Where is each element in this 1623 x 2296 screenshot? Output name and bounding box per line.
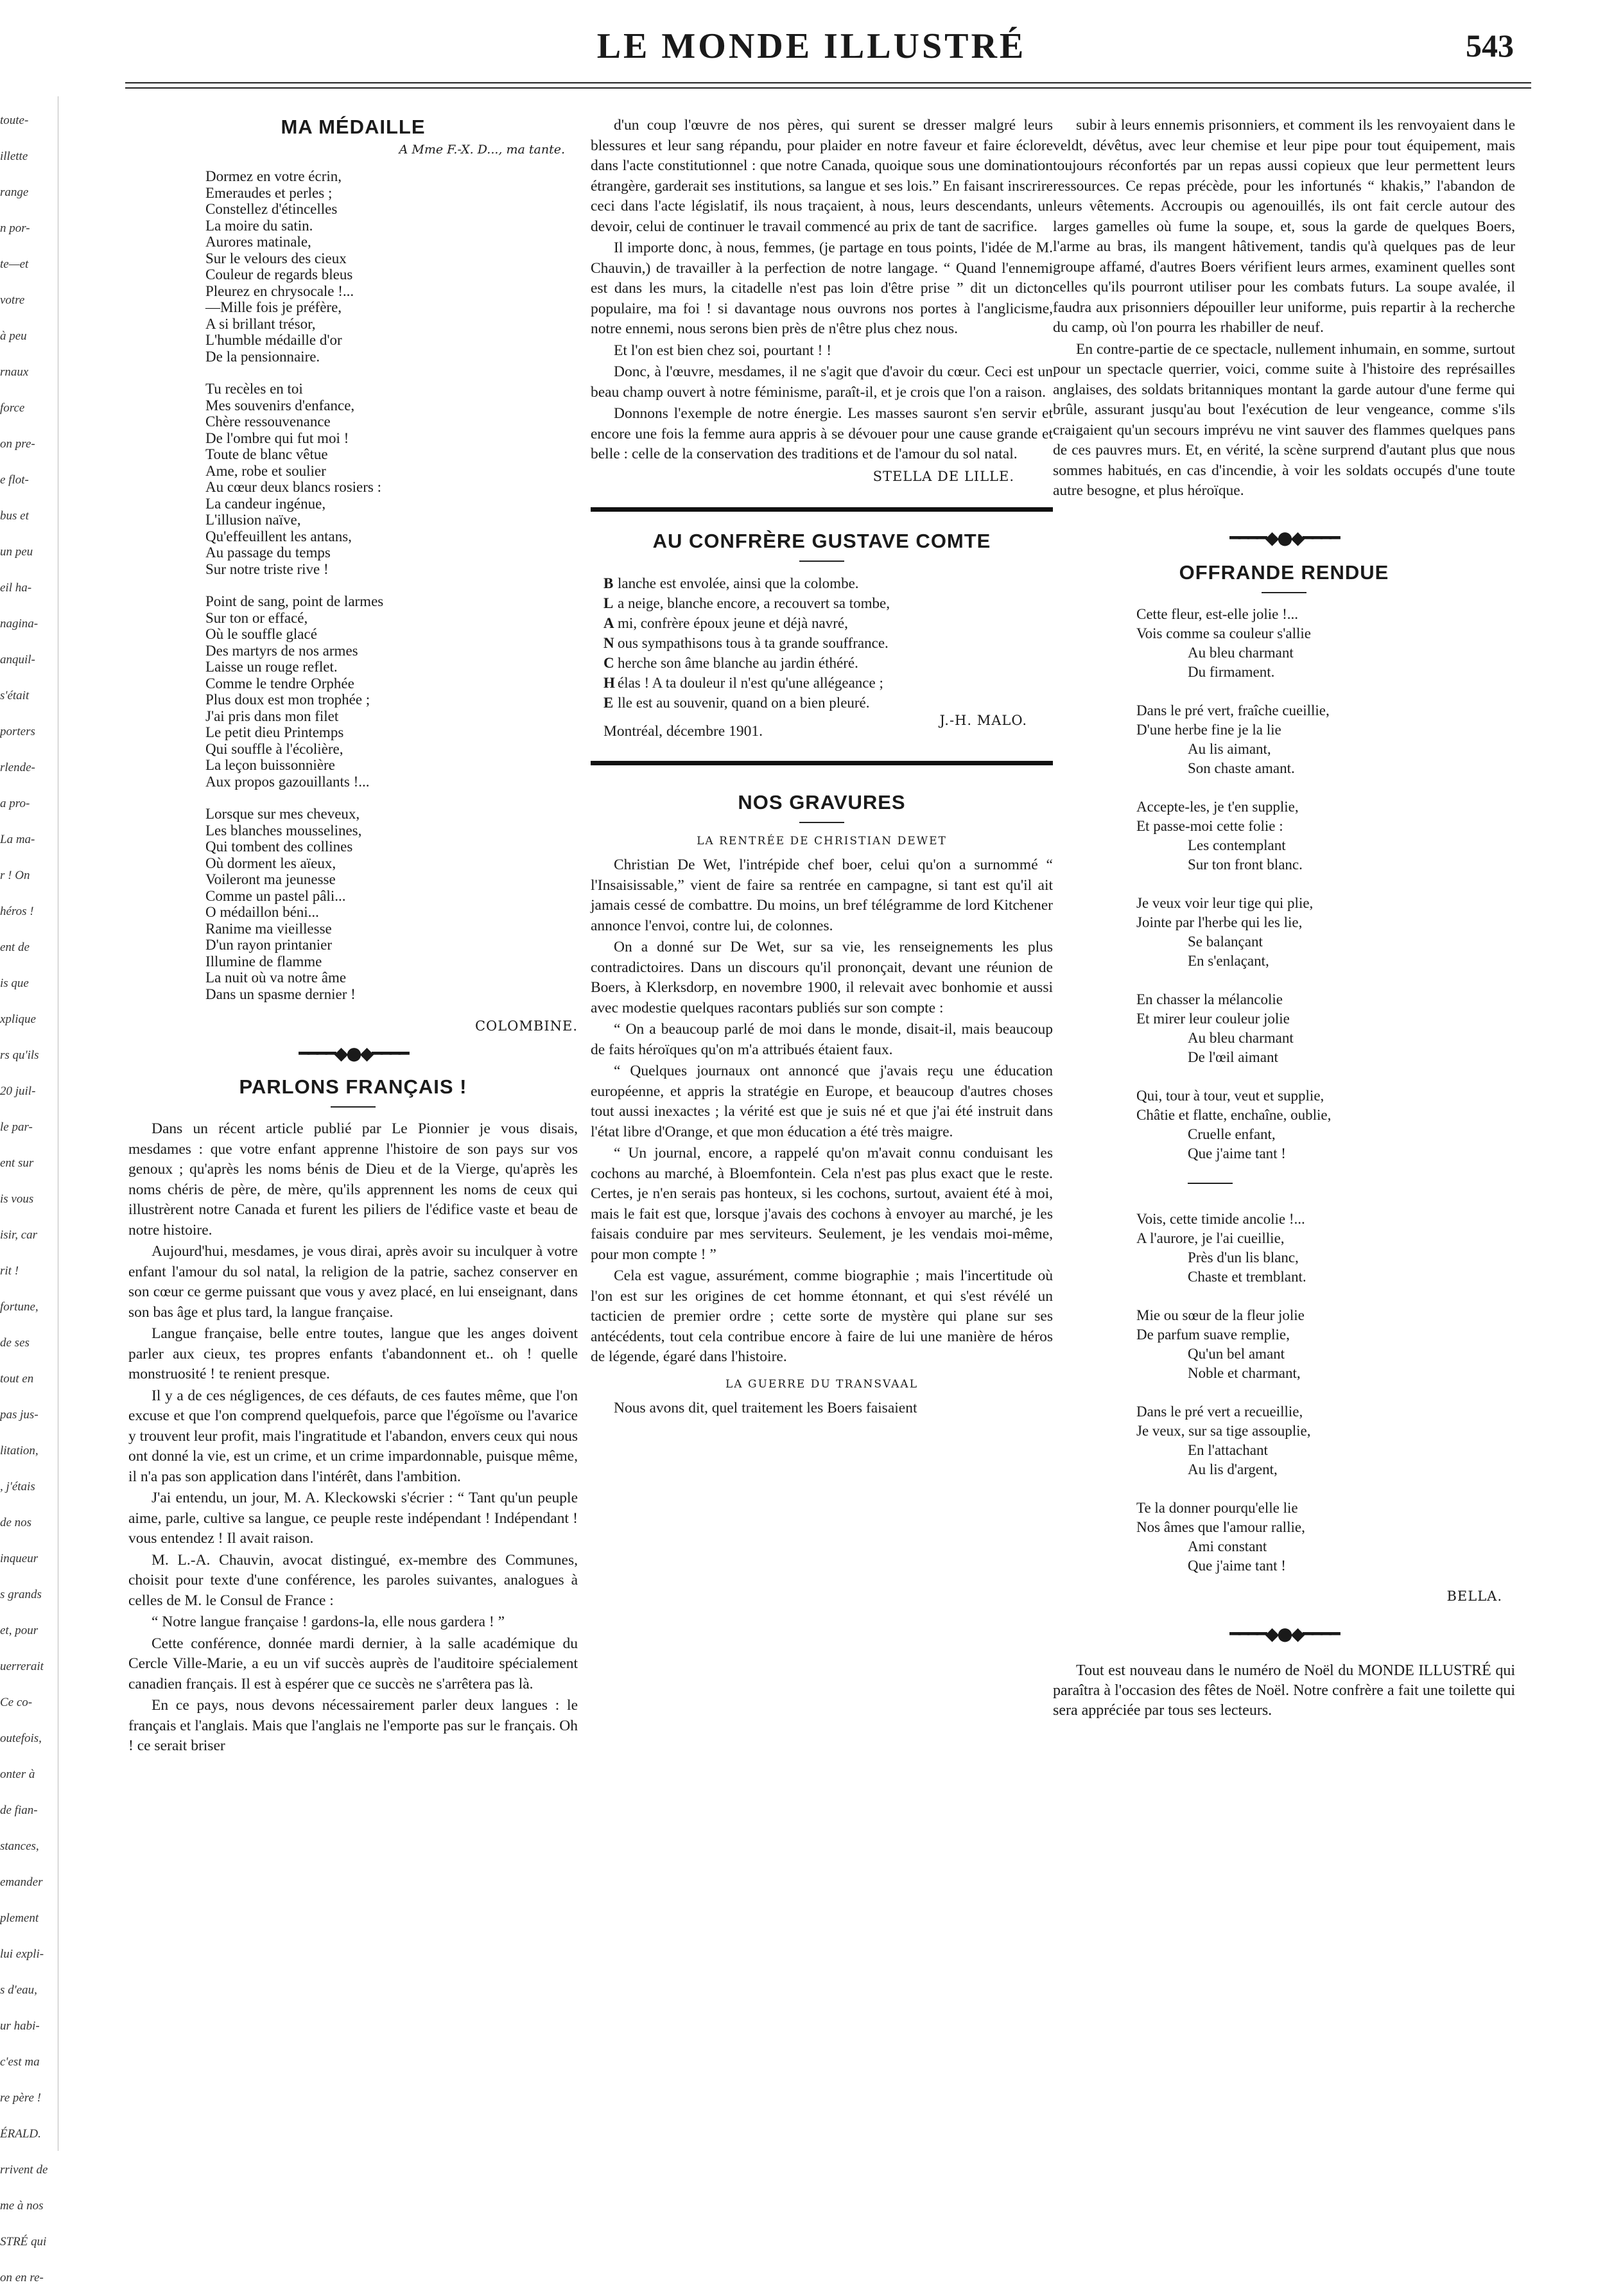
- poem-stanza: [1136, 797, 1515, 874]
- margin-fragment: te—et: [0, 257, 29, 271]
- margin-fragment: stances,: [0, 1839, 39, 1853]
- margin-fragment: pas jus-: [0, 1408, 39, 1422]
- margin-fragment: e flot-: [0, 473, 29, 487]
- poem-line: Dans un spasme dernier !: [205, 986, 356, 1002]
- acrostic-text: élas ! A ta douleur il n'est qu'une allégeance ;: [618, 674, 883, 691]
- poem-line: Qui tombent des collines: [205, 839, 353, 855]
- acrostic-initial: A: [603, 614, 614, 631]
- margin-fragment: et, pour: [0, 1624, 39, 1637]
- paragraph: M. L.-A. Chauvin, avocat distingué, ex-membre des Communes, choisit pour texte d'une conférence, les paroles suivantes, analogues à celles de M. le Consul de France :: [128, 1551, 578, 1609]
- page-number: 543: [1466, 28, 1514, 64]
- margin-fragment: rit !: [0, 1264, 19, 1278]
- ornament-divider: ━━━━◆●◆━━━━: [1229, 526, 1339, 548]
- poem-line: Je veux voir leur tige qui plie,: [1136, 894, 1314, 911]
- poem-line: Dans le pré vert, fraîche cueillie,: [1136, 702, 1330, 718]
- margin-fragment: STRÉ qui: [0, 2235, 47, 2248]
- ma-medaille-title: MA MÉDAILLE: [281, 116, 426, 138]
- paragraph: Dans un récent article publié par Le Pionnier je vous disais, mesdames : que votre enfant apprenne l'histoire de son pays sur vos genoux ; qu'après les noms bénis de Dieu et de la Vierge, qu'après les noms chéris de père, de mère, qu'ils apprennent les noms de ceux qui illustrèrent notre Canada et furent les piliers de l'édifice vaste et beau de notre histoire.: [128, 1120, 578, 1239]
- acrostic-text: ous sympathisons tous à ta grande souffrance.: [618, 634, 889, 651]
- paragraph: On a donné sur De Wet, sur sa vie, les renseignements les plus contradictoires. Dans un discours qu'il prononçait, devant une réunion de Boers, à Klerksdorp, en novembre 1900, il relevait avec bonhomie et aussi avec modestie quelques racontars publiés sur son compte :: [591, 939, 1053, 1016]
- acrostic-initial: L: [603, 595, 614, 611]
- margin-fragment: Ce co-: [0, 1696, 33, 1709]
- paragraph: Cela est vague, assurément, comme biographie ; mais l'incertitude où l'on est sur les origines de cet homme étonnant, et qui s'est révélé un tacticien de premier ordre ; cette sorte de mystère qui plane sur ses antécédents, tout cela contribue encore à faire de lui une manière de héros de légende, égaré dans l'histoire.: [591, 1267, 1053, 1365]
- paragraph: “ Notre langue française ! gardons-la, elle nous gardera ! ”: [152, 1613, 505, 1630]
- poem-line: Aux propos gazouillants !...: [205, 773, 370, 790]
- comte-title: AU CONFRÈRE GUSTAVE COMTE: [652, 529, 991, 552]
- margin-fragment: outefois,: [0, 1732, 42, 1745]
- acrostic-initial: C: [603, 654, 614, 671]
- acrostic-line: [603, 653, 1053, 673]
- title-rule: [799, 561, 844, 562]
- poem-line: Sur le velours des cieux: [205, 250, 347, 266]
- poem-line: La leçon buissonnière: [205, 757, 335, 773]
- margin-fragment: s grands: [0, 1588, 42, 1601]
- poem-line: Comme un pastel pâli...: [205, 887, 346, 904]
- poem-line: Et mirer leur couleur jolie: [1136, 1010, 1290, 1027]
- poem-line: La candeur ingénue,: [205, 495, 326, 512]
- poem-line: Ame, robe et soulier: [205, 462, 326, 479]
- margin-fragment: , j'étais: [0, 1480, 35, 1493]
- offrande-title: OFFRANDE RENDUE: [1179, 561, 1389, 584]
- poem-stanza: [205, 806, 578, 1002]
- comte-acrostic-poem: [603, 573, 1053, 713]
- poem-line: Des martyrs de nos armes: [205, 642, 358, 659]
- margin-fragment: ur habi-: [0, 2019, 40, 2033]
- poem-line: Emeraudes et perles ;: [205, 184, 333, 201]
- section-rule: [591, 507, 1053, 512]
- transvaal-article-continued: [1053, 116, 1515, 501]
- acrostic-line: [603, 693, 1053, 713]
- parlons-signature: STELLA DE LILLE.: [872, 468, 1014, 484]
- paragraph: Donc, à l'œuvre, mesdames, il ne s'agit que d'avoir du cœur. Ceci est un beau champ ouvert à notre féminisme, paraît-il, et je crois que l'on a raison.: [591, 363, 1053, 401]
- margin-fragment: inqueur: [0, 1552, 39, 1565]
- poem-line: Plus doux est mon trophée ;: [205, 691, 370, 708]
- poem-line: D'un rayon printanier: [205, 937, 333, 953]
- paragraph: “ On a beaucoup parlé de moi dans le monde, disait-il, mais beaucoup de faits héroïques qu'on m'a attribués étaient faux.: [591, 1021, 1053, 1058]
- poem-line: Illumine de flamme: [205, 953, 322, 970]
- margin-fragment: illette: [0, 150, 28, 163]
- comte-dateline: Montréal, décembre 1901.: [603, 722, 763, 740]
- paragraph: Christian De Wet, l'intrépide chef boer, celui qu'on a surnommé “ l'Insaisissable,” vient de faire sa rentrée en campagne, si tant est qu'il ait jamais cessé de combattre. Du moins, un bref télégramme de lord Kitchener annonce l'envoi, contre lui, de colonnes.: [591, 857, 1053, 934]
- poem-line: La nuit où va notre âme: [205, 970, 347, 986]
- margin-fragment: La ma-: [0, 833, 35, 846]
- column-1: [128, 116, 578, 1758]
- ma-medaille-dedication: A Mme F.-X. D..., ma tante.: [399, 143, 565, 157]
- poem-stanza: [1136, 990, 1515, 1067]
- poem-line: L'humble médaille d'or: [205, 332, 342, 348]
- poem-line: Du firmament.: [1188, 663, 1275, 680]
- margin-fragment: c'est ma: [0, 2055, 40, 2069]
- poem-line: Où dorment les aïeux,: [205, 855, 336, 871]
- paragraph: Il importe donc, à nous, femmes, (je partage en tous points, l'idée de M. Chauvin,) de travailler à la perfection de notre langage. “ Quand l'ennemi est dans les murs, la citadelle n'est pas loin d'être prise ” dit un dicton populaire, ma foi ! si davantage nous ouvrons nos portes à l'anglicisme, notre ennemi, nous serons bien près de n'être plus chez nous.: [591, 239, 1053, 337]
- acrostic-line: [603, 613, 1053, 633]
- acrostic-text: lle est au souvenir, quand on a bien pleuré.: [618, 694, 870, 711]
- poem-stanza: [1136, 701, 1515, 778]
- margin-fragment: bus et: [0, 509, 29, 523]
- margin-fragment: re père !: [0, 2091, 42, 2105]
- poem-line: Lorsque sur mes cheveux,: [205, 806, 360, 822]
- poem-line: De la pensionnaire.: [205, 348, 320, 365]
- margin-fragment: xplique: [0, 1013, 36, 1026]
- margin-fragments: [0, 103, 51, 2296]
- margin-fragment: eil ha-: [0, 581, 32, 595]
- poem-line: Couleur de regards bleus: [205, 266, 353, 283]
- poem-line: Qui, tour à tour, veut et supplie,: [1136, 1087, 1324, 1104]
- ma-medaille-poem: [205, 168, 578, 1002]
- ma-medaille-signature: COLOMBINE.: [474, 1018, 578, 1034]
- parlons-article: [128, 1119, 578, 1757]
- margin-fragment: rs qu'ils: [0, 1048, 39, 1062]
- stanza-separator: [1188, 1183, 1233, 1184]
- poem-line: Comme le tendre Orphée: [205, 675, 354, 691]
- margin-fragment: s d'eau,: [0, 1983, 37, 1997]
- poem-line: Tu recèles en toi: [205, 381, 303, 397]
- margin-fragment: anquil-: [0, 653, 35, 666]
- title-rule: [1262, 592, 1306, 593]
- comte-signature: J.-H. MALO.: [939, 712, 1027, 728]
- poem-line: Jointe par l'herbe qui les lie,: [1136, 914, 1303, 930]
- margin-fragment: de ses: [0, 1336, 30, 1350]
- poem-line: En s'enlaçant,: [1188, 952, 1269, 969]
- poem-stanza: [1136, 1499, 1515, 1576]
- acrostic-line: [603, 573, 1053, 593]
- margin-fragment: on en re-: [0, 2271, 44, 2284]
- margin-fragment: litation,: [0, 1444, 39, 1457]
- poem-line: Au lis d'argent,: [1188, 1461, 1278, 1477]
- paragraph: subir à leurs ennemis prisonniers, et comment ils les renvoyaient dans le veldt, dévêtus, avec leur chemise et leur pipe pour tout équipement, mais toujours réconfortés par un repas aussi copieux que leur permettent leurs ressources. Ce repas précède, pour les infortunés “ khakis,” l'abandon de leurs vêtements. Accroupis ou agenouillés, ils ont fait cercle autour des larges gamelles où fume la soupe, et, sous la garde de quelques Boers, l'arme au bras, ils mangent hâtivement, tandis qu'à quelques pas de leur groupe affamé, d'autres Boers vérifient leurs armes, examinent quelles sont celles qu'ils pourront utiliser pour les combats futurs. La soupe avalée, il faudra aux prisonniers dépouiller leur uniforme, puis repartir à la recherche du camp, où l'on pourra les rhabiller de neuf.: [1053, 117, 1515, 336]
- poem-line: D'une herbe fine je la lie: [1136, 721, 1281, 738]
- poem-stanza: [1136, 1210, 1515, 1287]
- poem-stanza: [1136, 894, 1515, 971]
- poem-line: Se balançant: [1188, 933, 1263, 950]
- poem-line: Cruelle enfant,: [1188, 1126, 1276, 1142]
- poem-line: Où le souffle glacé: [205, 626, 317, 642]
- poem-line: A si brillant trésor,: [205, 315, 316, 332]
- poem-line: Mes souvenirs d'enfance,: [205, 397, 355, 413]
- margin-fragment: tout en: [0, 1372, 34, 1386]
- margin-fragment: toute-: [0, 114, 29, 127]
- acrostic-initial: H: [603, 674, 615, 691]
- margin-fragment: votre: [0, 293, 25, 307]
- margin-fragment: le par-: [0, 1120, 33, 1134]
- margin-fragment: is vous: [0, 1192, 34, 1206]
- poem-line: De parfum suave remplie,: [1136, 1326, 1290, 1343]
- margin-fragment: de nos: [0, 1516, 32, 1529]
- paragraph: Cette conférence, donnée mardi dernier, à la salle académique du Cercle Ville-Marie, a eu un vif succès auprès de l'auditoire spécialement canadien français. Il est à espérer que ce succès ne s'arrêtera pas là.: [128, 1635, 578, 1692]
- poem-line: Que j'aime tant !: [1188, 1557, 1286, 1574]
- paragraph: En contre-partie de ce spectacle, nullement inhumain, en somme, surtout pour un spectacle querrier, voici, comme suite à l'histoire des représailles anglaises, des soldats britanniques montant la garde autour d'une ferme qui brûle, assurant jusqu'au bout l'exécution de leur vengeance, comme s'ils craigaient qu'un secours imprévu ne vint sauver des flammes quelques pans de ces pauvres murs. Et, en vérité, la scène surprend d'autant plus que nous sommes habitués, en cas d'incendie, à voir les soldats occupés d'une toute autre besogne, et plus héroïque.: [1053, 340, 1515, 499]
- poem-line: Qu'un bel amant: [1188, 1345, 1285, 1362]
- poem-line: Près d'un lis blanc,: [1188, 1249, 1299, 1265]
- poem-line: Dormez en votre écrin,: [205, 168, 342, 184]
- poem-line: En l'attachant: [1188, 1441, 1268, 1458]
- margin-fragment: fortune,: [0, 1300, 39, 1314]
- margin-fragment: s'était: [0, 689, 30, 702]
- ornament-divider: ━━━━◆●◆━━━━: [299, 1043, 408, 1064]
- paragraph: “ Un journal, encore, a rappelé qu'on m'avait connu conduisant les cochons au marché, à Bloemfontein. Cela n'est pas plus exact que le reste. Certes, je n'en serais pas honteux, si les cochons, surtout, avaient été à moi, mais le fait est que, lorsque j'avais des cochons à envoyer au marché, je les faisais conduire par mes serviteurs. Seulement, je les vendais moi-même, pour mon compte ! ”: [591, 1145, 1053, 1263]
- margin-fragment: on pre-: [0, 437, 35, 451]
- poem-line: Châtie et flatte, enchaîne, oublie,: [1136, 1106, 1332, 1123]
- poem-line: Point de sang, point de larmes: [205, 593, 384, 609]
- acrostic-text: mi, confrère époux jeune et déjà navré,: [618, 614, 848, 631]
- margin-fragment: uerrerait: [0, 1660, 44, 1673]
- poem-line: Au cœur deux blancs rosiers :: [205, 479, 382, 495]
- poem-line: Chaste et tremblant.: [1188, 1268, 1306, 1285]
- margin-fragment: héros !: [0, 905, 34, 918]
- poem-line: Toute de blanc vêtue: [205, 446, 328, 462]
- poem-line: De l'ombre qui fut moi !: [205, 430, 349, 446]
- poem-line: Accepte-les, je t'en supplie,: [1136, 798, 1299, 815]
- margin-fragment: ent sur: [0, 1156, 34, 1170]
- margin-fragment: emander: [0, 1875, 43, 1889]
- paragraph: “ Quelques journaux ont annoncé que j'avais reçu une éducation européenne, et appris la stratégie en Europe, et beaucoup d'autres choses tout aussi inexactes ; la vérité est que je suis né et que j'ai été instruit dans l'état libre d'Orange, et que mon éducation a été très maigre.: [591, 1063, 1053, 1140]
- paragraph: Il y a de ces négligences, de ces défauts, de ces fautes même, que l'on excuse et que l'on comprend quelquefois, parce que l'égoïsme ou l'avarice y trouvent leur profit, mais l'ingratitude et l'abandon, envers ceux qui nous ont donné la vie, est un crime, et un crime impardonnable, puisque même, il n'a pas son application dans l'intérêt, dans l'ambition.: [128, 1387, 578, 1485]
- paragraph: Langue française, belle entre toutes, langue que les anges doivent parler aux cieux, tes propres enfants t'abandonnent et.. oh ! quelle monstruosité ! te renient presque.: [128, 1325, 578, 1382]
- poem-line: A l'aurore, je l'ai cueillie,: [1136, 1230, 1285, 1246]
- poem-line: Cette fleur, est-elle jolie !...: [1136, 605, 1298, 622]
- poem-line: J'ai pris dans mon filet: [205, 708, 339, 724]
- poem-stanza: [205, 168, 578, 365]
- margin-fragment: is que: [0, 977, 29, 990]
- masthead-title: LE MONDE ILLUSTRÉ: [596, 26, 1027, 66]
- poem-line: La moire du satin.: [205, 217, 313, 234]
- poem-line: Qu'effeuillent les antans,: [205, 528, 352, 544]
- title-rule: [799, 822, 844, 823]
- margin-fragment: range: [0, 186, 29, 199]
- poem-line: Au lis aimant,: [1188, 740, 1271, 757]
- margin-fragment: rlende-: [0, 761, 35, 774]
- poem-line: Mie ou sœur de la fleur jolie: [1136, 1307, 1305, 1323]
- margin-fragment: me à nos: [0, 2199, 44, 2213]
- poem-line: Son chaste amant.: [1188, 760, 1295, 776]
- poem-line: Dans le pré vert a recueillie,: [1136, 1403, 1303, 1420]
- poem-line: Sur notre triste rive !: [205, 561, 329, 577]
- header-rule: [125, 82, 1531, 89]
- margin-fragment: force: [0, 401, 25, 415]
- poem-line: Laisse un rouge reflet.: [205, 659, 338, 675]
- poem-stanza: [1136, 1086, 1515, 1163]
- paragraph: Aujourd'hui, mesdames, je vous dirai, après avoir su inculquer à votre enfant l'amour du sol natal, la religion de la patrie, sachez conserver en son cœur ce germe puissant que vous y avez placé, en lui enseignant, dans son bas âge et plus tard, la langue française.: [128, 1243, 578, 1321]
- parlons-article-continued: [591, 116, 1053, 465]
- gravures-subhead-dewet: LA RENTRÉE DE CHRISTIAN DEWET: [697, 835, 947, 848]
- margin-fragment: ent de: [0, 941, 30, 954]
- poem-line: Sur ton or effacé,: [205, 609, 308, 626]
- acrostic-line: [603, 633, 1053, 653]
- poem-line: Te la donner pourqu'elle lie: [1136, 1499, 1298, 1516]
- poem-line: Qui souffle à l'écolière,: [205, 740, 343, 757]
- acrostic-text: a neige, blanche encore, a recouvert sa tombe,: [618, 595, 890, 611]
- acrostic-initial: B: [603, 575, 614, 591]
- margin-fragment: un peu: [0, 545, 33, 559]
- margin-fragment: 20 juil-: [0, 1084, 36, 1098]
- column-2: [591, 116, 1053, 1420]
- poem-line: —Mille fois je préfère,: [205, 299, 342, 315]
- gravures-title: NOS GRAVURES: [738, 791, 906, 813]
- margin-fragment: à peu: [0, 329, 27, 343]
- poem-line: Pleurez en chrysocale !...: [205, 283, 354, 299]
- margin-fragment: ÉRALD.: [0, 2127, 41, 2141]
- poem-stanza: [205, 593, 578, 790]
- margin-fragment: nagina-: [0, 617, 39, 631]
- paragraph: En ce pays, nous devons nécessairement parler deux langues : le français et l'anglais. Mais que l'anglais ne l'emporte pas sur le français. Oh ! ce serait briser: [128, 1697, 578, 1754]
- poem-stanza: [1136, 1306, 1515, 1383]
- margin-fragment: r ! On: [0, 869, 30, 882]
- parlons-title: PARLONS FRANÇAIS !: [239, 1075, 467, 1098]
- poem-stanza: [1136, 1402, 1515, 1479]
- poem-line: De l'œil aimant: [1188, 1048, 1278, 1065]
- margin-fragment: plement: [0, 1911, 39, 1925]
- acrostic-text: herche son âme blanche au jardin éthéré.: [618, 654, 858, 671]
- poem-line: Je veux, sur sa tige assouplie,: [1136, 1422, 1311, 1439]
- paragraph: d'un coup l'œuvre de nos pères, qui surent se dresser malgré leurs blessures et leur sang répandu, pour plaider en notre faveur et faire éclore dans l'acte constitutionnel : que notre Canada, quoique sous une domination étrangère, garderait ses institutions, sa langue et ses lois.” En faisant inscrire ceci dans l'acte législatif, ils nous traçaient, à nous, leurs descendants, un devoir, celui de continuer le travail commencé au prix de tant de sacrifice.: [591, 117, 1053, 235]
- christmas-notice: Tout est nouveau dans le numéro de Noël du MONDE ILLUSTRÉ qui paraîtra à l'occasion des fêtes de Noël. Notre confrère a fait une toilette qui sera appréciée par tous ses lecteurs.: [1053, 1662, 1515, 1719]
- poem-line: Chère ressouvenance: [205, 413, 331, 430]
- gravures-last-paragraph: Nous avons dit, quel traitement les Boers faisaient: [614, 1399, 917, 1416]
- margin-fragment: porters: [0, 725, 35, 738]
- paragraph: J'ai entendu, un jour, M. A. Kleckowski s'écrier : “ Tant qu'un peuple aime, parle, cultive sa langue, ce peuple reste indépendant ! Indépendant ! vous entendez ! Il avait raison.: [128, 1490, 578, 1547]
- poem-line: Voileront ma jeunesse: [205, 871, 336, 887]
- acrostic-initial: N: [603, 634, 614, 651]
- poem-line: Ami constant: [1188, 1538, 1267, 1554]
- margin-fragment: a pro-: [0, 797, 30, 810]
- poem-line: Nos âmes que l'amour rallie,: [1136, 1518, 1305, 1535]
- poem-line: Aurores matinale,: [205, 234, 311, 250]
- paragraph: Donnons l'exemple de notre énergie. Les masses sauront s'en servir et encore une fois la femme aura appris à se dévouer pour une cause grande et belle : celle de la conservation des traditions et de l'amour du sol natal.: [591, 405, 1053, 462]
- gravures-subhead-transvaal: LA GUERRE DU TRANSVAAL: [725, 1377, 918, 1391]
- margin-fragment: rrivent de: [0, 2163, 48, 2177]
- poem-line: Et passe-moi cette folie :: [1136, 817, 1283, 834]
- ornament-divider: ━━━━◆●◆━━━━: [1229, 1622, 1339, 1644]
- poem-line: Vois comme sa couleur s'allie: [1136, 625, 1311, 641]
- column-3: [1053, 116, 1515, 1721]
- paragraph: Et l'on est bien chez soi, pourtant ! !: [614, 342, 832, 359]
- poem-line: Constellez d'étincelles: [205, 201, 338, 217]
- poem-line: Que j'aime tant !: [1188, 1145, 1286, 1161]
- poem-line: Ranime ma vieillesse: [205, 920, 332, 937]
- gravures-article: [591, 855, 1053, 1368]
- acrostic-text: lanche est envolée, ainsi que la colombe.: [618, 575, 859, 591]
- poem-line: Sur ton front blanc.: [1188, 856, 1303, 873]
- acrostic-line: [603, 673, 1053, 693]
- margin-fragment: n por-: [0, 222, 30, 235]
- poem-stanza: [205, 381, 578, 577]
- poem-line: L'illusion naïve,: [205, 512, 301, 528]
- poem-line: O médaillon béni...: [205, 904, 319, 920]
- poem-line: Le petit dieu Printemps: [205, 724, 344, 740]
- margin-fragment: de fian-: [0, 1804, 38, 1817]
- offrande-poem: [1136, 605, 1515, 1576]
- margin-fragment: lui expli-: [0, 1947, 44, 1961]
- poem-line: En chasser la mélancolie: [1136, 991, 1283, 1007]
- poem-line: Au bleu charmant: [1188, 1029, 1294, 1046]
- poem-line: Les contemplant: [1188, 837, 1286, 853]
- margin-fragment: rnaux: [0, 365, 29, 379]
- title-rule: [331, 1106, 376, 1108]
- poem-line: Au bleu charmant: [1188, 644, 1294, 661]
- poem-line: Les blanches mousselines,: [205, 822, 362, 839]
- margin-fragment: onter à: [0, 1768, 35, 1781]
- margin-fragment: isir, car: [0, 1228, 38, 1242]
- offrande-signature: BELLA.: [1446, 1588, 1502, 1604]
- section-rule: [591, 761, 1053, 765]
- poem-line: Au passage du temps: [205, 544, 331, 561]
- poem-stanza: [1136, 605, 1515, 682]
- acrostic-initial: E: [603, 694, 614, 711]
- acrostic-line: [603, 593, 1053, 613]
- poem-line: Vois, cette timide ancolie !...: [1136, 1210, 1305, 1227]
- poem-line: Noble et charmant,: [1188, 1364, 1301, 1381]
